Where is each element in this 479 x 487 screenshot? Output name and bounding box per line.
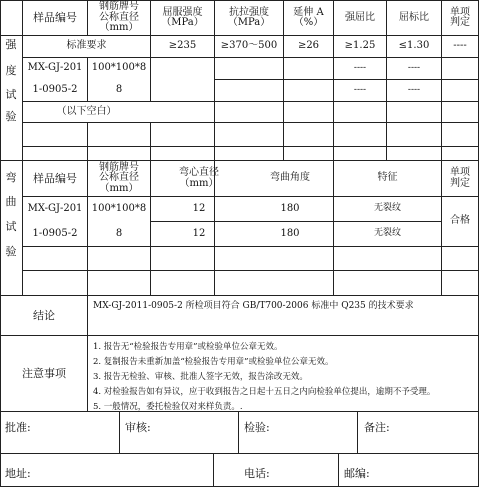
header-elongation: 延伸 A （%） — [293, 6, 324, 28]
standard-elongation: ≥26 — [297, 40, 320, 52]
bend-row2-feature: 无裂纹 — [373, 228, 401, 239]
header-yield: 屈服强度 （MPa） — [161, 6, 204, 28]
conclusion-label: 结论 — [33, 308, 55, 322]
note-item-1: 1. 报告无“检验报告专用章”或检验单位公章无效。 — [93, 342, 283, 352]
bend-header-spec: 钢筋牌号 公称直径 （mm） — [99, 161, 139, 194]
phone-label: 电话: — [244, 467, 270, 481]
rule — [22, 270, 479, 271]
standard-label: 标准要求 — [66, 40, 107, 52]
rule — [150, 122, 151, 160]
blank-note: （以下空白） — [56, 105, 117, 117]
inspect-label: 检验: — [244, 421, 270, 435]
standard-yield-ratio: ≤1.30 — [398, 40, 430, 52]
ratio-dash: ---- — [407, 62, 421, 73]
approve-label: 批准: — [5, 421, 31, 435]
header-spec: 钢筋牌号 公称直径 （mm） — [99, 1, 139, 34]
ratio-dash: ---- — [407, 84, 421, 95]
rule — [213, 453, 214, 487]
bend-header-feature: 特征 — [377, 172, 398, 184]
standard-yield: ≥235 — [168, 40, 197, 52]
bend-header-verdict: 单项 判定 — [450, 167, 470, 189]
bend-spec-line1: 100*100*8 — [91, 202, 147, 214]
bend-side-4: 验 — [5, 245, 17, 259]
bend-spec-line2: 8 — [115, 227, 123, 239]
header-yield-ratio: 屈标比 — [399, 11, 429, 23]
bend-row2-angle: 180 — [280, 227, 300, 239]
header-tensile: 抗拉强度 （MPa） — [227, 6, 271, 28]
tensile-side-1: 强 — [5, 38, 17, 52]
bend-header-sample-no: 样品编号 — [33, 171, 77, 185]
standard-verdict: ---- — [453, 40, 467, 52]
bend-row1-diameter: 12 — [192, 202, 206, 214]
note-item-3: 3. 报告无检验、审核、批准人签字无效，报告涂改无效。 — [93, 372, 308, 382]
rule — [357, 411, 358, 453]
bend-side-1: 弯 — [5, 171, 17, 185]
bend-sample-no-line2: 1-0905-2 — [32, 227, 78, 239]
rule — [87, 295, 88, 411]
header-strength-ratio: 强屈比 — [345, 11, 375, 23]
bend-sample-no-line1: MX-GJ-201 — [27, 202, 83, 214]
bend-header-angle: 弯曲角度 — [270, 172, 310, 184]
tensile-side-3: 试 — [5, 88, 17, 102]
notes-label: 注意事项 — [22, 366, 66, 380]
rule — [22, 246, 479, 247]
rule — [338, 453, 339, 487]
note-item-5: 5. 一般情况，委托检验仅对来样负责。. — [93, 402, 243, 412]
bend-row1-angle: 180 — [280, 202, 300, 214]
tensile-spec-line2: 8 — [115, 84, 123, 96]
bend-header-diameter: 弯心直径 （mm） — [179, 167, 219, 189]
standard-strength-ratio: ≥1.25 — [344, 40, 376, 52]
rule — [87, 122, 88, 160]
note-item-2: 2. 复制报告未重新加盖“检验报告专用章”或检验单位公章无效。 — [93, 357, 334, 367]
tensile-side-4: 验 — [5, 110, 17, 124]
conclusion-text: MX-GJ-2011-0905-2 所检项目符合 GB/T700-2006 标准中 Q235 的技术要求 — [93, 301, 414, 312]
standard-tensile: ≥370～500 — [220, 40, 278, 52]
tensile-spec-line1: 100*100*8 — [91, 62, 147, 74]
rule — [238, 411, 239, 453]
bend-row2-diameter: 12 — [192, 227, 206, 239]
header-verdict: 单项 判定 — [450, 6, 470, 28]
rule — [119, 411, 120, 453]
ratio-dash: ---- — [353, 84, 367, 95]
bend-verdict: 合格 — [450, 215, 470, 227]
header-sample-no: 样品编号 — [33, 11, 77, 25]
bend-side-3: 试 — [5, 220, 17, 234]
rule — [0, 453, 479, 454]
note-item-4: 4. 对检验报告如有异议，应于收到报告之日起十五日之内向检验单位提出，逾期不予受理。 — [93, 387, 436, 397]
address-label: 地址: — [5, 467, 31, 481]
rule — [22, 122, 479, 123]
remark-label: 备注: — [364, 421, 390, 435]
tensile-side-2: 度 — [5, 64, 17, 78]
tensile-sample-no-line2: 1-0905-2 — [32, 84, 78, 96]
review-label: 审核: — [125, 421, 151, 435]
rule — [22, 146, 479, 147]
ratio-dash: ---- — [353, 62, 367, 73]
postcode-label: 邮编: — [344, 467, 370, 481]
bend-row1-feature: 无裂纹 — [373, 203, 401, 214]
tensile-sample-no-line1: MX-GJ-201 — [27, 62, 83, 74]
bend-side-2: 曲 — [5, 195, 17, 209]
